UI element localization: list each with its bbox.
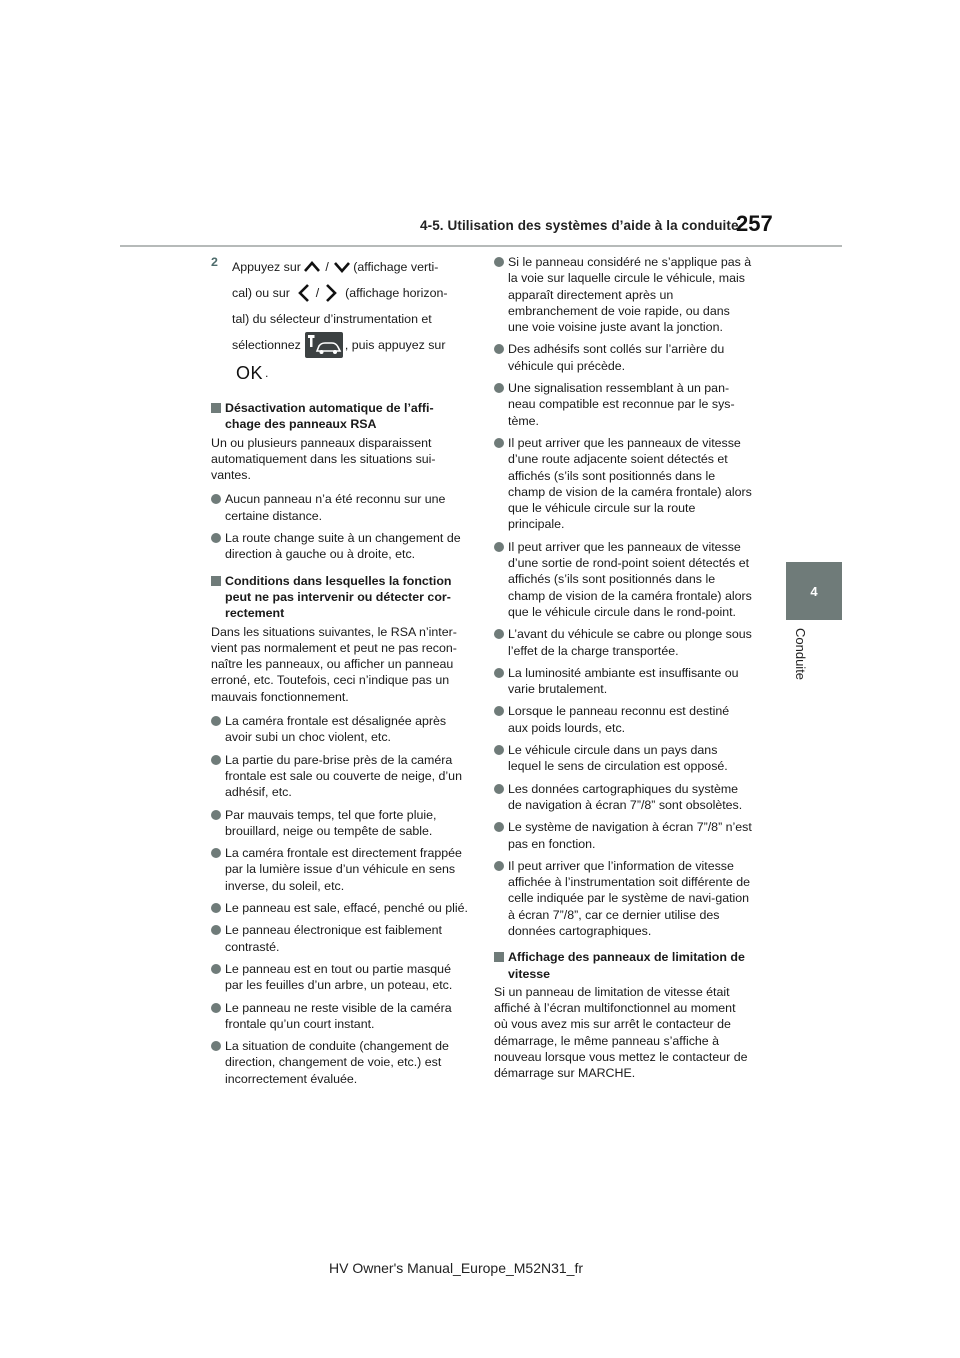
list-item-text: Le panneau ne reste visible de la caméra frontale qu’un court instant. (225, 1000, 452, 1031)
list-item (211, 961, 469, 994)
square-bullet-icon (211, 576, 221, 586)
list-item (211, 922, 469, 955)
step-number: 2 (211, 255, 218, 269)
list-item (494, 539, 752, 620)
square-bullet-icon (494, 952, 504, 962)
slash-separator: / (325, 259, 329, 274)
step-text: tal) du sélecteur d’instrumentation et (232, 311, 432, 326)
section-heading-text: Désactivation automatique de l’affi-chage des panneaux RSA (225, 401, 434, 432)
list-item (211, 530, 469, 563)
step-text: , puis appuyez sur (344, 337, 446, 352)
circle-bullet-icon (211, 1003, 221, 1013)
bullet-list (211, 713, 469, 1087)
chevron-down-icon (334, 260, 350, 274)
list-item (494, 380, 752, 429)
circle-bullet-icon (494, 822, 504, 832)
header-rule (120, 245, 842, 247)
circle-bullet-icon (211, 533, 221, 543)
step-2 (211, 254, 469, 388)
circle-bullet-icon (211, 810, 221, 820)
list-item-text: Le panneau est sale, effacé, penché ou plié. (225, 901, 468, 916)
chevron-left-icon (297, 285, 311, 301)
left-column (211, 254, 469, 1093)
list-item-text: Aucun panneau n’a été reconnu sur une certaine distance. (225, 492, 446, 523)
step-text: . (265, 365, 269, 380)
section-heading (494, 949, 752, 982)
list-item-text: Des adhésifs sont collés sur l’arrière du véhicule qui précède. (508, 342, 725, 373)
circle-bullet-icon (211, 964, 221, 974)
slash-separator: / (315, 285, 320, 300)
step-line-1 (232, 254, 469, 280)
circle-bullet-icon (211, 716, 221, 726)
circle-bullet-icon (494, 861, 504, 871)
list-item-text: Le système de navigation à écran 7”/8” n’est pas en fonction. (508, 820, 752, 851)
list-item (211, 713, 469, 746)
bullet-list (494, 254, 752, 939)
section-heading-text: Conditions dans lesquelles la fonction peut ne pas intervenir ou détecter cor-rectement (225, 573, 452, 621)
list-item (211, 1038, 469, 1087)
list-item (211, 752, 469, 801)
step-text: sélectionnez (232, 337, 301, 352)
step-line-5 (232, 358, 469, 388)
list-item-text: La caméra frontale est désalignée après avoir subi un choc violent, etc. (225, 714, 447, 745)
list-item-text: La situation de conduite (changement de direction, changement de voie, etc.) est incorrectement évaluée. (225, 1039, 449, 1086)
circle-bullet-icon (494, 344, 504, 354)
circle-bullet-icon (211, 755, 221, 765)
circle-bullet-icon (211, 848, 221, 858)
list-item-text: Il peut arriver que les panneaux de vitesse d’une route adjacente soient détectés et affichés (s’ils sont positionnés dans le champ de vision de la caméra frontale) alors que le véhicule circule sur la route principale. (508, 435, 752, 532)
chapter-number: 4 (810, 583, 818, 599)
list-item (494, 435, 752, 533)
list-item (494, 742, 752, 775)
section-heading-text: Affichage des panneaux de limitation de vitesse (508, 950, 745, 981)
list-item (494, 781, 752, 814)
list-item-text: La caméra frontale est directement frappée par la lumière issue d’un véhicule en sens inverse, du soleil, etc. (225, 846, 462, 893)
list-item-text: Lorsque le panneau reconnu est destiné aux poids lourds, etc. (508, 704, 730, 735)
list-item (494, 819, 752, 852)
chevron-right-icon (324, 285, 338, 301)
step-line-3 (232, 306, 469, 332)
step-text: (affichage verti- (353, 259, 439, 274)
list-item-text: Les données cartographiques du système de navigation à écran 7”/8” sont obsolètes. (508, 781, 743, 812)
footer-manual-id: HV Owner's Manual_Europe_M52N31_fr (329, 1260, 584, 1276)
list-item-text: La luminosité ambiante est insuffisante ou varie brutalement. (508, 665, 739, 697)
step-line-4 (232, 332, 469, 358)
list-item (494, 703, 752, 736)
chapter-label (788, 628, 814, 718)
list-item-text: Il peut arriver que l’information de vitesse affichée à l’instrumentation soit différente de celle indiquée par le système de navi-gation à écran 7”/8”, car ce dernier utilise des données cartographiques. (508, 858, 750, 938)
list-item-text: Si le panneau considéré ne s’applique pas à la voie sur laquelle circule le véhicule, mais apparaît directement après un embranchement de voie rapide, ou dans une voie voisine juste avant la jonction. (508, 255, 752, 335)
list-item-text: Le panneau est en tout ou partie masqué par les feuilles d’un arbre, un poteau, etc. (225, 961, 453, 993)
circle-bullet-icon (494, 745, 504, 755)
road-sign-assist-icon (305, 332, 343, 358)
list-item (494, 341, 752, 374)
chevron-up-icon (304, 260, 320, 274)
paragraph: Dans les situations suivantes, le RSA n’inter-vient pas normalement et peut ne pas recon-naître les panneaux, ou afficher un panneau erroné, etc. Toutefois, ceci n’indique pas un mauvais fonctionnement. (211, 624, 457, 704)
list-item-text: Une signalisation ressemblant à un pan-neau compatible est reconnue par le sys-tème. (508, 381, 735, 428)
list-item (494, 665, 752, 698)
list-item (211, 900, 469, 916)
right-column (494, 254, 752, 1090)
circle-bullet-icon (494, 438, 504, 448)
circle-bullet-icon (211, 903, 221, 913)
header-section-title: 4-5. Utilisation des systèmes d’aide à la conduite (420, 218, 739, 233)
circle-bullet-icon (211, 1041, 221, 1051)
step-text: (affichage horizon- (345, 285, 448, 300)
section-heading (211, 400, 469, 433)
list-item-text: Par mauvais temps, tel que forte pluie, brouillard, neige ou tempête de sable. (225, 807, 437, 838)
square-bullet-icon (211, 403, 221, 413)
list-item-text: Il peut arriver que les panneaux de vitesse d’une sortie de rond-point soient détectés et affichés (s’ils sont positionnés dans le champ de vision de la caméra frontale) alors que le véhicule circule dans le rond-point. (508, 539, 752, 619)
list-item (494, 254, 752, 335)
list-item-text: L’avant du véhicule se cabre ou plonge sous l’effet de la charge transportée. (508, 627, 752, 658)
step-text: cal) ou sur (232, 285, 290, 300)
chapter-tab (786, 562, 842, 620)
list-item-text: La route change suite à un changement de direction à gauche ou à droite, etc. (225, 531, 461, 562)
ok-button-label: OK (236, 362, 264, 383)
paragraph: Un ou plusieurs panneaux disparaissent automatiquement dans les situations sui-vantes. (211, 435, 436, 483)
chapter-label-text: Conduite (793, 628, 808, 681)
list-item (211, 491, 469, 524)
circle-bullet-icon (494, 383, 504, 393)
step-text: Appuyez sur (232, 259, 301, 274)
circle-bullet-icon (494, 629, 504, 639)
bullet-list (211, 491, 469, 562)
circle-bullet-icon (494, 706, 504, 716)
list-item-text: La partie du pare-brise près de la caméra frontale est sale ou couverte de neige, d’un adhésif, etc. (225, 752, 462, 800)
step-line-2 (232, 280, 469, 306)
list-item (211, 807, 469, 840)
section-heading (211, 573, 469, 622)
paragraph: Si un panneau de limitation de vitesse était affiché à l’écran multifonctionnel au moment où vous avez mis sur arrêt le contacteur de démarrage, le même panneau s’affiche à nouveau lorsque vous mettez le contacteur de démarrage sur MARCHE. (494, 984, 748, 1081)
circle-bullet-icon (494, 668, 504, 678)
circle-bullet-icon (211, 925, 221, 935)
list-item-text: Le véhicule circule dans un pays dans lequel le sens de circulation est opposé. (508, 743, 728, 774)
circle-bullet-icon (211, 494, 221, 504)
page-number: 257 (736, 211, 773, 236)
list-item (211, 845, 469, 894)
list-item (211, 1000, 469, 1033)
circle-bullet-icon (494, 784, 504, 794)
list-item (494, 858, 752, 939)
list-item-text: Le panneau électronique est faiblement contrasté. (225, 923, 442, 954)
circle-bullet-icon (494, 542, 504, 552)
list-item (494, 626, 752, 659)
circle-bullet-icon (494, 257, 504, 267)
